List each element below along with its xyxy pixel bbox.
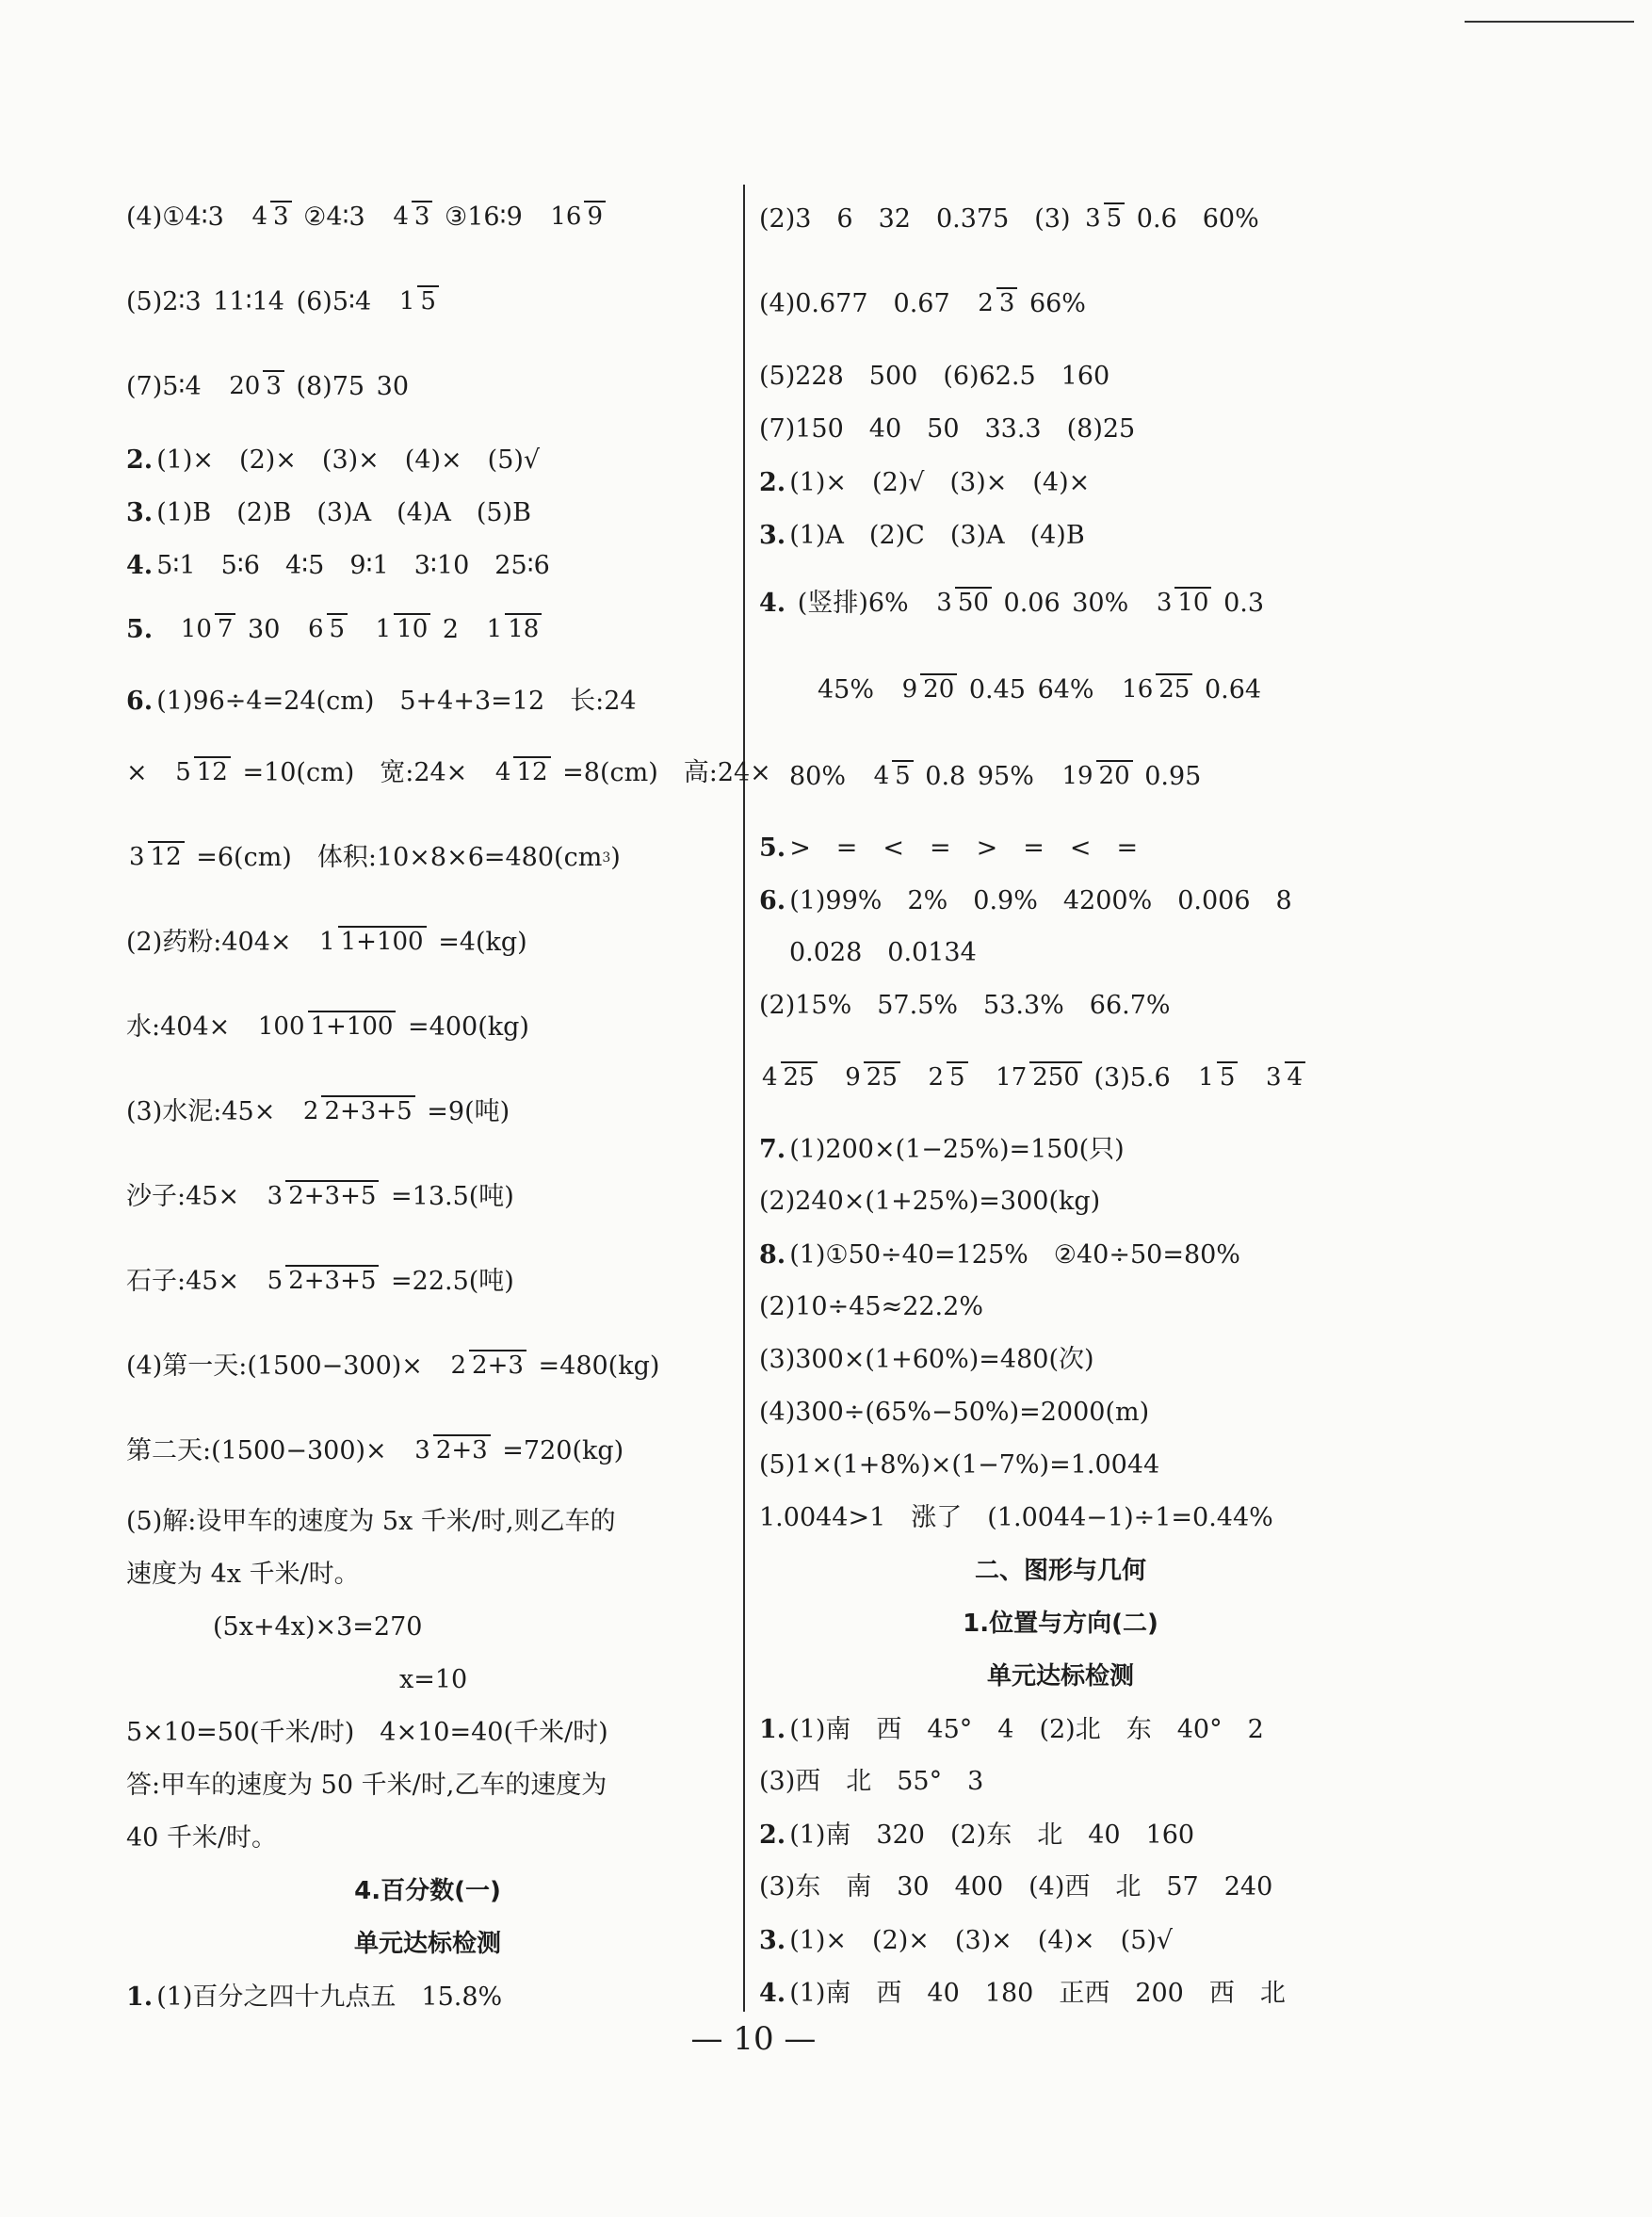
answer-line: 8. (1)①50÷40=125% ②40÷50=80% bbox=[759, 1239, 1240, 1270]
answer-line: 3. (1)× (2)× (3)× (4)× (5)√ bbox=[759, 1925, 1174, 1955]
answer-line: 4. (1)南 西 40 180 正西 200 西 北 bbox=[759, 1978, 1286, 2008]
answer-line: (3)水泥:45× 2 2+3+5 =9(吨) bbox=[126, 1096, 510, 1126]
answer-line: (4)第一天:(1500−300)× 2 2+3 =480(kg) bbox=[126, 1351, 660, 1381]
answer-line: 3. (1)A (2)C (3)A (4)B bbox=[759, 520, 1085, 550]
answer-line: 1. (1)南 西 45° 4 (2)北 东 40° 2 bbox=[759, 1714, 1264, 1744]
answer-line: 1.0044>1 涨了 (1.0044−1)÷1=0.44% bbox=[759, 1503, 1273, 1532]
section-heading: 4.百分数(一) bbox=[354, 1877, 501, 1905]
fraction: 16 25 bbox=[1119, 675, 1192, 704]
fraction: 20 3 bbox=[226, 372, 284, 401]
answer-line: (2)15% 57.5% 53.3% 66.7% bbox=[759, 991, 1171, 1020]
answer-line: (4)0.677 0.67 2 3 66% bbox=[759, 288, 1086, 318]
fraction: 3 4 bbox=[1263, 1063, 1305, 1092]
answer-line: 5. 10 7 30 6 5 1 10 2 1 18 bbox=[126, 610, 545, 649]
fraction: 1 10 bbox=[373, 615, 431, 644]
section-subheading: 单元达标检测 bbox=[986, 1662, 1134, 1691]
fraction: 4 3 bbox=[249, 202, 291, 232]
fraction: 19 20 bbox=[1059, 762, 1132, 791]
fraction: 17 250 bbox=[993, 1063, 1082, 1092]
answer-line: (4)①4∶3 4 3 ②4∶3 4 3 ③16∶9 16 9 bbox=[126, 198, 609, 236]
fraction: 1 1+100 bbox=[316, 928, 427, 957]
answer-line: (3)300×(1+60%)=480(次) bbox=[759, 1345, 1094, 1374]
section-subheading: 单元达标检测 bbox=[353, 1930, 501, 1958]
fraction: 1 18 bbox=[484, 615, 543, 644]
fraction: 5 2+3+5 bbox=[265, 1267, 380, 1296]
answer-line: 第二天:(1500−300)× 3 2+3 =720(kg) bbox=[126, 1435, 624, 1465]
answer-line: 4. (竖排)6% 3 50 0.06 30% 3 10 0.3 bbox=[759, 588, 1265, 618]
answer-line: 答:甲车的速度为 50 千米/时,乙车的速度为 bbox=[126, 1771, 607, 1800]
top-edge-line bbox=[1465, 21, 1634, 23]
answer-line: (4)300÷(65%−50%)=2000(m) bbox=[759, 1398, 1150, 1427]
answer-line: 7. (1)200×(1−25%)=150(只) bbox=[759, 1134, 1125, 1164]
fraction: 1 5 bbox=[397, 287, 439, 316]
fraction: 3 10 bbox=[1154, 589, 1212, 618]
answer-line: 80% 4 5 0.8 95% 19 20 0.95 bbox=[789, 761, 1202, 791]
fraction: 4 5 bbox=[871, 762, 914, 791]
answer-line: 3. (1)B (2)B (3)A (4)A (5)B bbox=[126, 497, 531, 527]
fraction: 4 12 bbox=[493, 758, 551, 787]
section-heading: 二、图形与几何 bbox=[974, 1557, 1146, 1585]
answer-line: (3)西 北 55° 3 bbox=[759, 1767, 984, 1796]
answer-line: × 5 12 =10(cm) 宽:24× 4 12 =8(cm) 高:24× bbox=[126, 757, 771, 787]
fraction: 2 3 bbox=[975, 289, 1017, 318]
answer-line: 5. > = < = > = < = bbox=[759, 833, 1139, 863]
answer-line: 4. 5∶1 5∶6 4∶5 9∶1 3∶10 25∶6 bbox=[126, 550, 550, 580]
column-divider bbox=[743, 185, 745, 2012]
answer-line: (5)解:设甲车的速度为 5x 千米/时,则乙车的 bbox=[126, 1507, 616, 1536]
fraction: 16 9 bbox=[547, 202, 606, 232]
fraction: 3 5 bbox=[1082, 204, 1125, 234]
fraction: 9 25 bbox=[842, 1063, 900, 1092]
answer-line: (5)2∶3 11∶14 (6)5∶4 1 5 bbox=[126, 283, 443, 321]
answer-line: (3)东 南 30 400 (4)西 北 57 240 bbox=[759, 1872, 1273, 1901]
answer-line: 4 25 9 25 2 5 17 250 (3)5.6 1 5 3 4 bbox=[759, 1059, 1309, 1097]
answer-line: 2. (1)× (2)√ (3)× (4)× bbox=[759, 467, 1091, 497]
fraction: 3 12 bbox=[126, 843, 185, 872]
fraction: 5 12 bbox=[172, 758, 231, 787]
answer-line: 石子:45× 5 2+3+5 =22.5(吨) bbox=[126, 1266, 514, 1296]
answer-line: 水:404× 100 1+100 =400(kg) bbox=[126, 1011, 529, 1042]
fraction: 2 2+3+5 bbox=[300, 1097, 415, 1126]
answer-line: (2)药粉:404× 1 1+100 =4(kg) bbox=[126, 927, 527, 957]
answer-line: (5)228 500 (6)62.5 160 bbox=[759, 362, 1110, 391]
answer-line: 3 12 =6(cm) 体积$:10\times 8\times 6=480(cm^3)$ bbox=[126, 838, 624, 877]
answer-line: 6. (1)96÷4=24(cm) 5+4+3=12 长:24 bbox=[126, 686, 637, 716]
fraction: 3 50 bbox=[933, 589, 992, 618]
answer-line: (7)5∶4 20 3 (8)75 30 bbox=[126, 371, 410, 401]
fraction: 3 2+3 bbox=[412, 1436, 490, 1465]
fraction: 4 3 bbox=[390, 202, 432, 232]
answer-line: (2)10÷45≈22.2% bbox=[759, 1292, 983, 1321]
fraction: 1 5 bbox=[1195, 1063, 1238, 1092]
fraction: 10 7 bbox=[178, 615, 236, 644]
answer-line: 沙子:45× 3 2+3+5 =13.5(吨) bbox=[126, 1181, 514, 1211]
answer-line: 2. (1)× (2)× (3)× (4)× (5)√ bbox=[126, 445, 541, 475]
answer-line: 0.028 0.0134 bbox=[789, 938, 977, 967]
equation-line: (5x+4x)×3=270 bbox=[213, 1612, 423, 1642]
answer-line: (2)3 6 32 0.375 (3) 3 5 0.6 60% bbox=[759, 203, 1259, 234]
answer-line: (7)150 40 50 33.3 (8)25 bbox=[759, 414, 1136, 444]
answer-line: 2. (1)南 320 (2)东 北 40 160 bbox=[759, 1820, 1195, 1850]
fraction: 9 20 bbox=[899, 675, 958, 704]
answer-line: 45% 9 20 0.45 64% 16 25 0.64 bbox=[818, 674, 1262, 704]
page-number: — 10 — bbox=[690, 2020, 817, 2058]
answer-line: 速度为 4x 千米/时。 bbox=[126, 1560, 360, 1589]
answer-line: 5×10=50(千米/时) 4×10=40(千米/时) bbox=[126, 1718, 608, 1747]
answer-line: (2)240×(1+25%)=300(kg) bbox=[759, 1187, 1101, 1216]
answer-line: 40 千米/时。 bbox=[126, 1823, 278, 1853]
fraction: 100 1+100 bbox=[255, 1012, 397, 1042]
fraction: 6 5 bbox=[305, 615, 348, 644]
equation-line: x=10 bbox=[399, 1665, 468, 1694]
answer-line: (5)1×(1+8%)×(1−7%)=1.0044 bbox=[759, 1450, 1160, 1480]
fraction: 4 25 bbox=[759, 1063, 818, 1092]
fraction: 3 2+3+5 bbox=[265, 1182, 380, 1211]
fraction: 2 5 bbox=[925, 1063, 967, 1092]
answer-line: 6. (1)99% 2% 0.9% 4200% 0.006 8 bbox=[759, 885, 1292, 915]
fraction: 2 2+3 bbox=[448, 1351, 526, 1381]
answer-line: 1. (1)百分之四十九点五 15.8% bbox=[126, 1982, 503, 2012]
section-subheading: 1.位置与方向(二) bbox=[963, 1610, 1158, 1638]
